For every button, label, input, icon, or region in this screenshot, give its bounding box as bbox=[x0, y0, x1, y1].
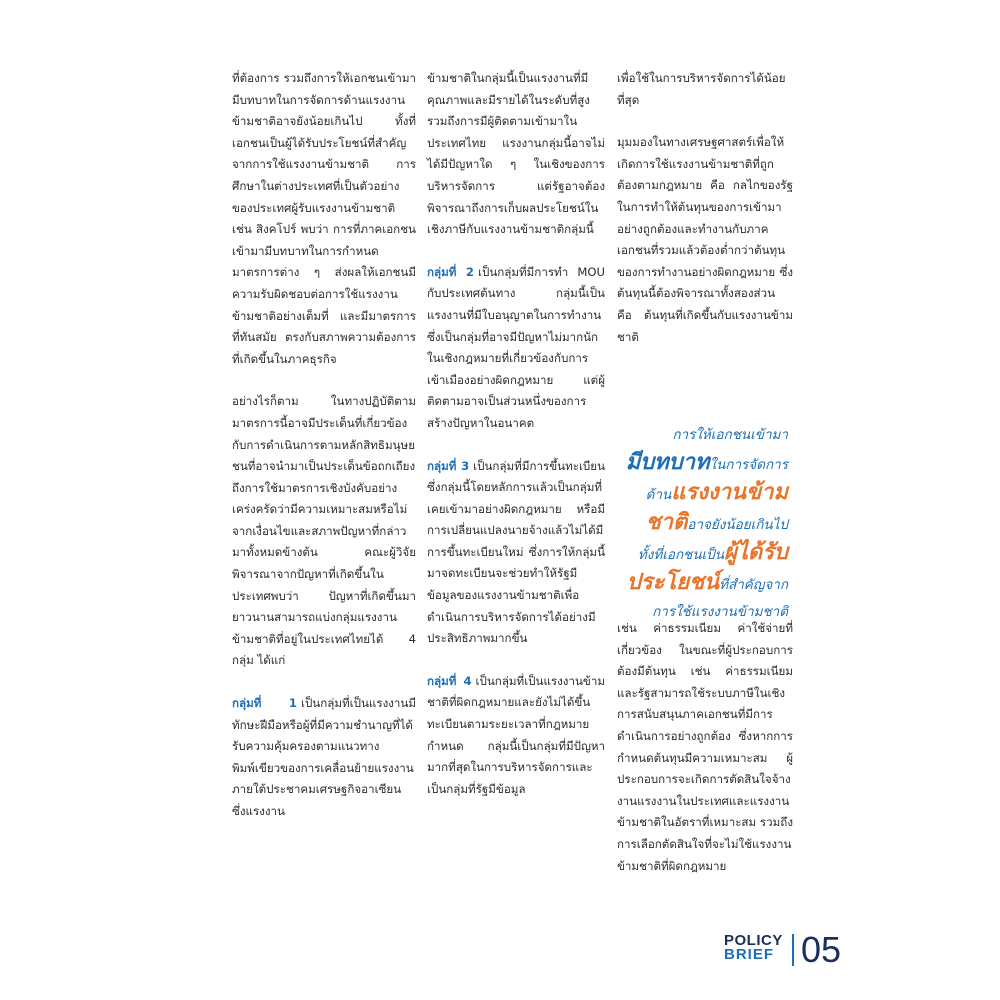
logo-text-bottom: BRIEF bbox=[724, 946, 774, 963]
pull-quote-text: ในการจัดการ bbox=[709, 457, 788, 473]
paragraph: เพื่อใช้ในการบริหารจัดการได้น้อยที่สุด bbox=[617, 71, 786, 107]
pull-quote-line: การใช้แรงงานข้ามชาติ bbox=[652, 604, 788, 620]
pull-quote-text: อาจยังน้อยเกินไป bbox=[687, 517, 788, 533]
footer-divider bbox=[792, 934, 794, 966]
paragraph-text: เป็นกลุ่มที่เป็นแรงงานข้ามชาติที่ผิดกฎหมายและยังไม่ได้ขึ้นทะเบียนตามระยะเวลาที่กฎหมายกำหนด กลุ่มนี้เป็นกลุ่มที่มีปัญหามากที่สุดในการบริหารจัดการและเป็นกลุ่มที่รัฐมีข้อมูล bbox=[427, 673, 605, 796]
pull-quote-emphasis: ชาติ bbox=[645, 510, 688, 535]
pull-quote-line bbox=[600, 569, 788, 599]
pull-quote-text: ด้าน bbox=[645, 487, 672, 503]
paragraph: อย่างไรก็ตาม ในทางปฏิบัติตามมาตรการนี้อาจมีประเด็นที่เกี่ยวข้องกับการดำเนินการตามหลักสิทธิมนุษยชนที่อาจนำมาเป็นประเด็นข้อถกเถียงถึงการใช้มาตรการเชิงบังคับอย่างเคร่งครัดว่ามีความเหมาะสมหรือไม่ จากเงื่อนไขและสภาพปัญหาที่กล่าวมาทั้งหมดข้างต้น คณะผู้วิจัยพิจารณาจากปัญหาที่เกิดขึ้นในประเทศพบว่า ปัญหาที่เกิดขึ้นมายาวนานสามารถแบ่งกลุ่มแรงงานข้ามชาติที่อยู่ในประเทศไทยได้ 4 กลุ่ม ได้แก่ bbox=[232, 394, 416, 668]
paragraph bbox=[232, 693, 416, 823]
text-column-1 bbox=[232, 68, 416, 844]
pull-quote-emphasis: มีบทบาท bbox=[625, 450, 710, 475]
paragraph: มุมมองในทางเศรษฐศาสตร์เพื่อให้เกิดการใช้แรงงานข้ามชาติที่ถูกต้องตามกฎหมาย คือ กลไกของรัฐในการทำให้ต้นทุนของการเข้ามาอย่างถูกต้องและทำงานกับภาคเอกชนที่รวมแล้วต้องต่ำกว่าต้นทุนของการทำงานอย่างผิดกฎหมาย ซึ่งต้นทุนนี้ต้องพิจารณาทั้งสองส่วน คือ ต้นทุนที่เกิดขึ้นกับแรงงานข้ามชาติ bbox=[617, 135, 793, 344]
pull-quote-emphasis: ประโยชน์ bbox=[626, 570, 720, 595]
paragraph-text: เป็นกลุ่มที่เป็นแรงงานมีทักษะฝีมือหรือผู้ที่มีความชำนาญที่ได้รับความคุ้มครองตามแนวทางพิมพ์เขียวของการเคลื่อนย้ายแรงงานภายใต้ประชาคมเศรษฐกิจอาเซียน ซึ่งแรงงาน bbox=[232, 696, 416, 818]
text-column-3-continued bbox=[617, 618, 793, 898]
pull-quote-line bbox=[600, 479, 788, 509]
text-column-2 bbox=[427, 68, 605, 821]
pull-quote-line bbox=[600, 509, 788, 539]
paragraph: ที่ต้องการ รวมถึงการให้เอกชนเข้ามามีบทบาทในการจัดการด้านแรงงานข้ามชาติอาจยังน้อยเกินไป ทั้งที่เอกชนเป็นผู้ได้รับประโยชน์ที่สำคัญจากการใช้แรงงานข้ามชาติ การศึกษาในต่างประเทศที่เป็นตัวอย่างของประเทศผู้รับแรงงานข้ามชาติ เช่น สิงคโปร์ พบว่า การที่ภาคเอกชนเข้ามามีบทบาทในการกำหนดมาตรการต่าง ๆ ส่งผลให้เอกชนมีความรับผิดชอบต่อการใช้แรงงานข้ามชาติอย่างเต็มที่ และมีมาตรการที่ทันสมัย ตรงกับสภาพความต้องการที่เกิดขึ้นในภาคธุรกิจ bbox=[232, 71, 416, 366]
paragraph-text: เป็นกลุ่มที่มีการทำ MOU กับประเทศต้นทาง กลุ่มนี้เป็นแรงงานที่มีใบอนุญาตในการทำงาน ซึ่งเป็นกลุ่มที่อาจมีปัญหาไม่มากนักในเชิงกฎหมายที่เกี่ยวข้องกับการเข้าเมืองอย่างผิดกฎหมาย แต่ผู้ติดตามอาจเป็นส่วนหนึ่งของการสร้างปัญหาในอนาคต bbox=[427, 264, 605, 430]
page-footer bbox=[724, 928, 864, 974]
group-heading: กลุ่มที่ 1 bbox=[232, 696, 297, 711]
paragraph bbox=[427, 671, 605, 801]
pull-quote-line bbox=[600, 449, 788, 479]
paragraph-text: เป็นกลุ่มที่มีการขึ้นทะเบียน ซึ่งกลุ่มนี้โดยหลักการแล้วเป็นกลุ่มที่เคยเข้ามาอย่างผิดกฎหมาย หรือมีการเปลี่ยนแปลงนายจ้างแล้วไม่ได้มีการขึ้นทะเบียนใหม่ ซึ่งการให้กลุ่มนี้มาจดทะเบียนจะช่วยทำให้รัฐมีข้อมูลของแรงงานข้ามชาติเพื่อดำเนินการบริหารจัดการได้อย่างมีประสิทธิภาพมากขึ้น bbox=[427, 458, 605, 646]
pull-quote-emphasis: แรงงานข้าม bbox=[671, 480, 788, 505]
pull-quote bbox=[600, 422, 788, 626]
paragraph: เช่น ค่าธรรมเนียม ค่าใช้จ่ายที่เกี่ยวข้อง ในขณะที่ผู้ประกอบการต้องมีต้นทุน เช่น ค่าธรรมเนียม และรัฐสามารถใช้ระบบภาษีในเชิงการสนับสนุนภาคเอกชนที่มีการดำเนินการอย่างถูกต้อง ซึ่งหากการกำหนดต้นทุนมีความเหมาะสม ผู้ประกอบการจะเกิดการตัดสินใจจ้างงานแรงงานในประเทศและแรงงานข้ามชาติในอัตราที่เหมาะสม รวมถึงการเลือกตัดสินใจที่จะไม่ใช้แรงงานข้ามชาติที่ผิดกฎหมาย bbox=[617, 621, 793, 873]
pull-quote-text: ทั้งที่เอกชนเป็น bbox=[637, 547, 724, 563]
page-number: 05 bbox=[801, 929, 842, 970]
paragraph bbox=[427, 262, 605, 435]
pull-quote-line: การให้เอกชนเข้ามา bbox=[672, 427, 788, 443]
pull-quote-text: ที่สำคัญจาก bbox=[719, 577, 788, 593]
group-heading: กลุ่มที่ 2 bbox=[427, 264, 474, 279]
group-heading: กลุ่มที่ 3 bbox=[427, 458, 470, 473]
group-heading: กลุ่มที่ 4 bbox=[427, 673, 472, 688]
paragraph: ข้ามชาติในกลุ่มนี้เป็นแรงงานที่มีคุณภาพและมีรายได้ในระดับที่สูง รวมถึงการมีผู้ติดตามเข้ามาในประเทศไทย แรงงานกลุ่มนี้อาจไม่ได้มีปัญหาใด ๆ ในเชิงของการบริหารจัดการ แต่รัฐอาจต้องพิจารณาถึงการเก็บผลประโยชน์ในเชิงภาษีกับแรงงานข้ามชาติกลุ่มนี้ bbox=[427, 71, 605, 237]
text-column-3 bbox=[617, 68, 793, 369]
pull-quote-line bbox=[600, 539, 788, 569]
pull-quote-emphasis: ผู้ได้รับ bbox=[723, 540, 788, 565]
paragraph bbox=[427, 456, 605, 650]
policy-brief-logo bbox=[724, 934, 783, 962]
logo-text-top: POLICY bbox=[724, 932, 783, 949]
